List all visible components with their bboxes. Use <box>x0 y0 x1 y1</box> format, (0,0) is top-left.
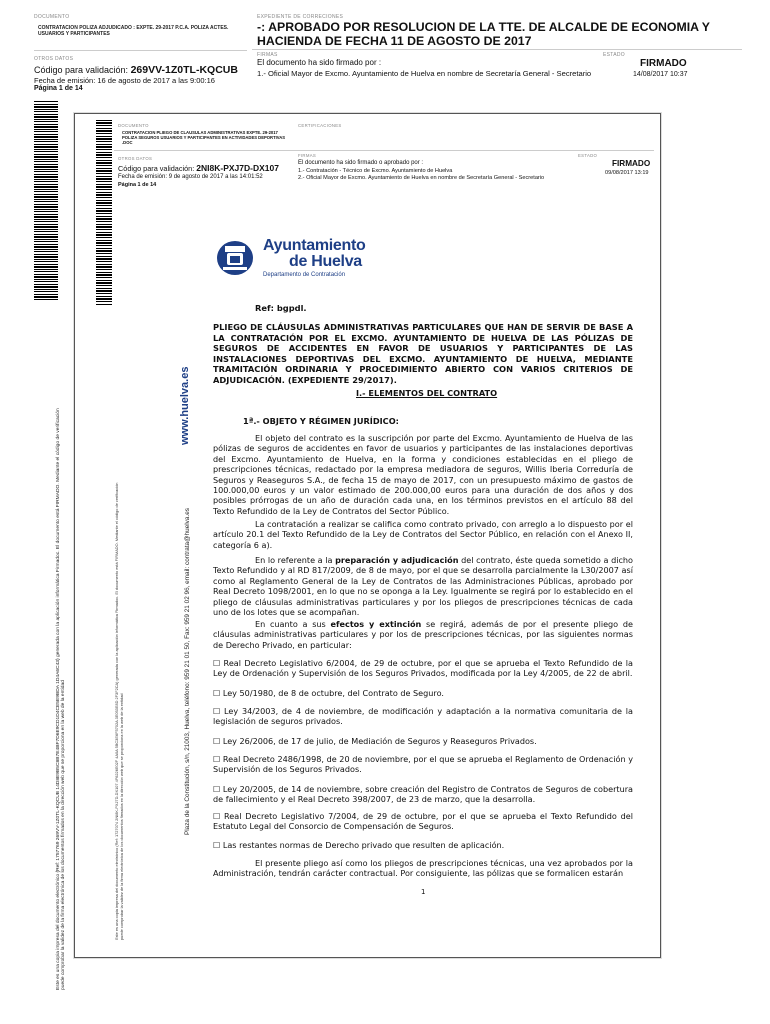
bullet-2: ☐ Ley 50/1980, de 8 de octubre, del Contrato de Seguro. <box>213 688 444 698</box>
document-title: PLIEGO DE CLÁUSULAS ADMINISTRATIVAS PARTICULARES QUE HAN DE SERVIR DE BASE A LA CONTRATACIÓN POR EL EXCMO. AYUNTAMIENTO DE HUELVA DE LAS PÓLIZAS DE SEGUROS DE ACCIDENTES EN FAVOR DE USUARIOS Y PARTICIPANTES DE LAS INSTALACIONES DEPORTIVAS DEL EXCMO. AYUNTAMIENTO DE HUELVA, MEDIANTE TRAMITACIÓN ORDINARIA Y PROCEDIMIENTO ABIERTO CON VARIOS CRITERIOS DE ADJUDICACIÓN. (EXPEDIENTE 29/2017). <box>213 322 633 385</box>
bullet-5: ☐ Real Decreto 2486/1998, de 20 de noviembre, por el que se aprueba el Reglamento de Ordenación y Supervisión de los Seguros Privados. <box>213 754 633 775</box>
outer-side-text <box>56 290 66 990</box>
outer-validation-prefix: Código para validación: <box>34 65 129 75</box>
inner-side-text-1: Este es una copia impresa del documento electrónico (Ref: 1727074 2NI8K-PXJ7D-DX107 4F6226E02F 4A0A 5BC3E6F5702A 3E053E8D 2F3F2CA) generada con la aplicación informática Firmadoc. El documento está FIRMADO. Mediante el código de verificación <box>114 482 119 940</box>
outer-divider-2 <box>252 49 742 50</box>
bullet-1: ☐ Real Decreto Legislativo 6/2004, de 29 de octubre, por el que se aprueba el Texto Refundido de la Ley de Ordenación y Supervisión de los Seguros Privados, modificada por la Ley 4/2005, de 22 de abril. <box>213 658 633 679</box>
outer-doc-name: CONTRATACION POLIZA ADJUDICADO : EXPTE. 29-2017 P.C.A. POLIZA ACTES. USUARIOS Y PARTICIPANTES <box>38 25 229 37</box>
inner-web: www.huelva.es <box>179 366 191 445</box>
logo-line2: de Huelva <box>289 253 362 270</box>
outer-validation <box>34 64 238 76</box>
outer-estado: FIRMADO <box>640 58 687 69</box>
inner-firmas-label: FIRMAS <box>298 153 317 158</box>
paragraph-4-post: se regirá, además de por el presente pliego de cláusulas administrativas particulares y por los de prescripciones técnicas, por las siguientes normas de Derecho Privado, en particular: <box>213 619 633 650</box>
paragraph-5: El presente pliego así como los pliegos de prescripciones técnicas, una vez aprobados por la Administración, tendrán carácter contractual. Por consiguiente, las pólizas que se formalicen estarán <box>213 858 633 879</box>
inner-validation-prefix: Código para validación: <box>118 164 195 173</box>
outer-doc-label: DOCUMENTO <box>34 14 70 20</box>
outer-exp-title: -: APROBADO POR RESOLUCION DE LA TTE. DE ALCALDE DE ECONOMIA Y HACIENDA DE FECHA 11 DE AGOSTO DE 2017 <box>257 20 710 48</box>
outer-validation-code: 269VV-1Z0TL-KQCUB <box>130 64 238 76</box>
inner-estado-date: 09/08/2017 13:19 <box>605 170 649 176</box>
outer-other-label: OTROS DATOS <box>34 56 74 62</box>
bullet-8: ☐ Las restantes normas de Derecho privado que resulten de aplicación. <box>213 840 505 850</box>
paragraph-1: El objeto del contrato es la suscripción por parte del Excmo. Ayuntamiento de Huelva de las pólizas de seguros de accidentes en favor de usuarios y participantes de las instalaciones deportivas del Excmo. Ayuntamiento de Huelva, en la forma y condiciones establecidas en el pliego de prescripciones técnicas, redactado por la empresa mediadora de seguros, Willis Iberia Correduría de Seguros y Reaseguros S.A., de fecha 15 de mayo de 2017, con un presupuesto máximo de gastos de 100.000,00 euros y un valor estimado de 200.000,00 euros para una duración de dos años y dos posibles prórrogas de un año de duración cada una, en los términos previstos en el artículo 88 del Texto Refundido de la Ley de Contratos del Sector Público. <box>213 433 633 516</box>
bullet-6: ☐ Ley 20/2005, de 14 de noviembre, sobre creación del Registro de Contratos de Seguros de cobertura de fallecimiento y el Real Decreto 398/2007, de 23 de marzo, que la desarrolla. <box>213 784 633 805</box>
inner-doc-label: DOCUMENTO <box>118 123 149 128</box>
outer-exp-label: EXPEDIENTE DE CORRECIONES <box>257 14 344 20</box>
paragraph-3-bold: preparación y adjudicación <box>335 555 459 565</box>
inner-side-text <box>114 320 124 940</box>
outer-emission: Fecha de emisión: 16 de agosto de 2017 a las 9:00:16 <box>34 76 215 85</box>
outer-side-text-2: puede comprobar la validez de la firma electrónica de los documentos firmados en la dirección web que se proporciona en la web de la entidad <box>61 680 66 990</box>
inner-firmas-intro: El documento ha sido firmado o aprobado por : <box>298 160 424 166</box>
ref-line: Ref: bgpdl. <box>255 303 307 313</box>
inner-other-label: OTROS DATOS <box>118 156 153 161</box>
paragraph-3-pre: En lo referente a la <box>255 555 336 565</box>
inner-address: Plaza de la Constitución, s/n, 21003, Huelva, teléfono: 959 21 01 50, Fax: 959 21 02 96, email: contrata@huelva.es <box>184 508 191 835</box>
paragraph-3-post: del contrato, éste queda sometido a dicho Texto Refundido y al RD 817/2009, de 8 de mayo, por el que se desarrolla parcialmente la L30/2007 así como al Reglamento General de la Ley de Contratos de las Administraciones Públicas, aprobado por Real Decreto 1098/2001, en lo que no se oponga a la Ley. Igualmente se regirá por lo establecido en el pliego de cláusulas administrativas particulares y por los pliegos de prescripciones técnicas de cada uno de los lotes que se acompañan. <box>213 555 633 618</box>
paragraph-2: La contratación a realizar se califica como contrato privado, con arreglo a lo dispuesto por el artículo 20.1 del Texto Refundido de la Ley de Contratos del Sector Público, en relación con el Anexo II, categoría 6 a). <box>213 519 633 550</box>
paragraph-4 <box>213 619 633 650</box>
outer-estado-date: 14/08/2017 10:37 <box>633 71 688 78</box>
inner-doc-name: CONTRATACION PLIEGO DE CLAUSULAS ADMINISTRATIVAS EXPTE. 29-2017 POLIZA SEGUROS USUARIOS Y PARTICIPANTES EN ACTIVIDADES DEPORTIVAS .DOC <box>122 130 286 145</box>
inner-emission: Fecha de emisión: 9 de agosto de 2017 a las 14:01:52 <box>118 174 263 180</box>
inner-estado-label: ESTADO <box>578 153 598 158</box>
outer-divider <box>34 50 247 51</box>
outer-barcode <box>34 100 58 300</box>
section-heading: I.- ELEMENTOS DEL CONTRATO <box>356 388 498 398</box>
inner-side-text-2: puede comprobar la validez de la firma electrónica de los documentos firmados en la dirección web que se proporciona en la web de la entidad <box>119 693 124 940</box>
paragraph-4-bold: efectos y extinción <box>330 619 422 629</box>
outer-page: Página 1 de 14 <box>34 85 83 92</box>
inner-firmas-1: 1.- Contratación - Técnico de Excmo. Ayuntamiento de Huelva <box>298 168 453 174</box>
inner-estado: FIRMADO <box>612 159 651 168</box>
bullet-4: ☐ Ley 26/2006, de 17 de julio, de Mediación de Seguros y Reaseguros Privados. <box>213 736 537 746</box>
subsection-heading: 1ª.- OBJETO Y RÉGIMEN JURÍDICO: <box>243 416 399 426</box>
outer-firmas-1: 1.- Oficial Mayor de Excmo. Ayuntamiento de Huelva en nombre de Secretaría General - Secretario <box>257 69 592 78</box>
logo-line1: Ayuntamiento <box>263 237 366 254</box>
paragraph-3 <box>213 555 633 617</box>
page-number: 1 <box>421 888 426 896</box>
paragraph-4-pre: En cuanto a sus <box>255 619 331 629</box>
outer-firmas-label: FIRMAS <box>257 52 278 58</box>
outer-estado-label: ESTADO <box>603 52 625 58</box>
inner-validation <box>118 163 279 173</box>
logo-sub: Departamento de Contratación <box>263 272 346 278</box>
bullet-3: ☐ Ley 34/2003, de 4 de noviembre, de modificación y adaptación a la normativa comunitaria de la legislación de seguros privados. <box>213 706 633 727</box>
inner-cert-label: CERTIFICACIONES <box>298 123 342 128</box>
outer-side-text-1: Este es una copia impresa del documento electrónico (Ref: 1757769 269VV-1Z0TL-KQCUB 14D8E9B5C8B7E4BF7D6E9CD1D4CE5E9BDA 1D4A6C43) generada con la aplicación informática Firmadoc. El documento está FIRMADO. Mediante el código de verificación <box>56 408 61 990</box>
inner-firmas-2: 2.- Oficial Mayor de Excmo. Ayuntamiento de Huelva en nombre de Secretaría General - Secretario <box>298 175 545 181</box>
outer-firmas-intro: El documento ha sido firmado por : <box>257 58 382 67</box>
bullet-7: ☐ Real Decreto Legislativo 7/2004, de 29 de octubre, por el que se aprueba el Texto Refundido del Estatuto Legal del Consorcio de Compensación de Seguros. <box>213 811 633 832</box>
inner-page: Página 1 de 14 <box>118 182 157 188</box>
inner-barcode <box>96 120 112 305</box>
inner-divider <box>114 150 654 151</box>
coat-of-arms-icon <box>213 236 257 278</box>
inner-validation-code: 2NI8K-PXJ7D-DX107 <box>196 163 279 173</box>
